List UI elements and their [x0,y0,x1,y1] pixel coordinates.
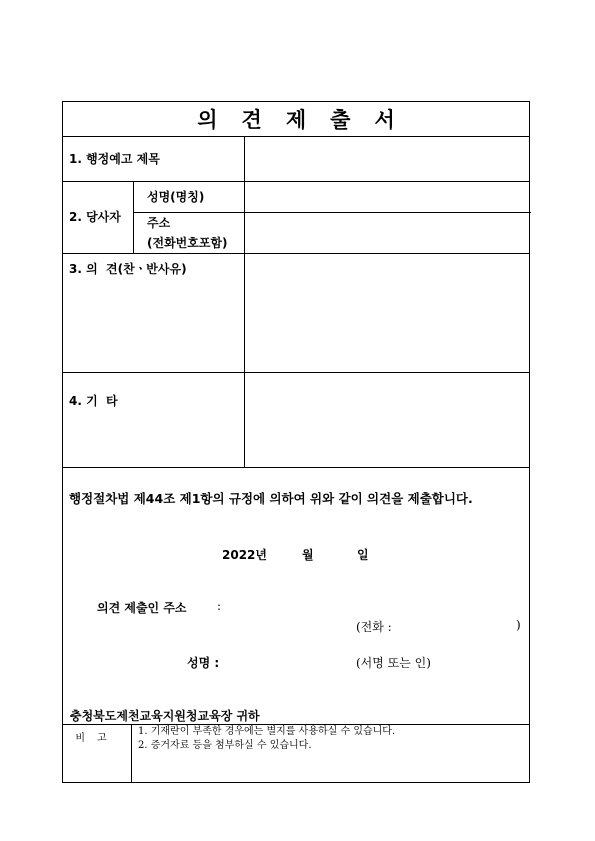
opinion-field[interactable] [245,254,531,372]
other-label: 4. 기 타 [69,394,118,408]
note-item: 1. 기재란이 부족한 경우에는 별지를 사용하실 수 있습니다. [138,726,396,737]
title-char: 견 [241,108,262,132]
address-field[interactable] [245,213,531,253]
divider [63,467,529,468]
form-title [63,102,529,136]
date-day: 일 [357,548,369,562]
name-field[interactable] [245,182,531,212]
submission-statement: 행정절차법 제44조 제1항의 규정에 의하여 위와 같이 의견을 제출합니다. [69,491,473,506]
divider [131,724,132,783]
name-label: 성명(명칭) [147,190,205,204]
phone-close: ) [516,618,521,632]
other-field[interactable] [245,373,531,467]
signature-or-seal: (서명 또는 인) [356,656,431,670]
address-phone-label: (전화번호포함) [147,236,228,250]
submitter-name-label: 성명 : [187,656,220,670]
notice-title-field[interactable] [245,137,531,181]
note-item: 2. 증거자료 등을 첨부하실 수 있습니다. [138,740,312,751]
party-label: 2. 당사자 [69,210,121,224]
date-year: 2022년 [222,548,267,562]
divider [63,724,529,725]
title-char: 제 [285,108,307,132]
opinion-submission-form [62,101,530,783]
address-colon: : [217,599,222,613]
title-char: 서 [374,108,395,132]
address-label: 주소 [147,216,171,230]
opinion-label: 3. 의 견(찬ㆍ반사유) [69,262,187,276]
date-month: 월 [302,548,314,562]
notes-label: 비고 [75,733,119,744]
phone-open: (전화 : [356,620,392,634]
recipient: 충청북도제천교육지원청교육장 귀하 [70,709,260,723]
title-char: 의 [197,108,218,132]
title-char: 출 [330,108,351,132]
notice-title-label: 1. 행정예고 제목 [69,152,160,166]
submitter-address-label: 의견 제출인 주소 [97,601,187,615]
divider [133,181,134,253]
